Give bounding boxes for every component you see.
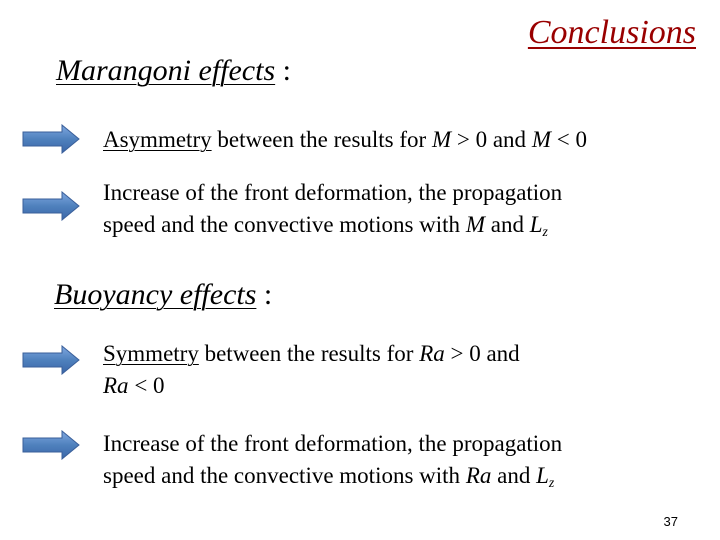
bullet-text: < 0 bbox=[128, 373, 165, 398]
bullet-line bbox=[103, 370, 520, 402]
arrow-icon bbox=[22, 124, 80, 154]
heading-text: Buoyancy effects bbox=[54, 278, 257, 311]
bullet-text: between the results for bbox=[211, 127, 432, 152]
bullet-variable: Ra bbox=[419, 341, 445, 366]
bullet-buoyancy-symmetry bbox=[103, 338, 520, 402]
bullet-text: and bbox=[484, 212, 530, 237]
bullet-text: speed and the convective motions with bbox=[103, 212, 466, 237]
slide-title: Conclusions bbox=[527, 14, 696, 51]
bullet-subscript: z bbox=[542, 224, 548, 240]
bullet-variable: M bbox=[465, 212, 485, 237]
bullet-line bbox=[103, 460, 562, 499]
bullet-marangoni-increase bbox=[103, 177, 562, 248]
bullet-variable: M bbox=[431, 127, 452, 152]
bullet-text: between the results for bbox=[198, 341, 420, 366]
bullet-variable: L bbox=[536, 463, 549, 488]
heading-text: Marangoni effects bbox=[56, 54, 276, 87]
bullet-term: Symmetry bbox=[103, 341, 199, 366]
bullet-subscript: z bbox=[548, 475, 555, 491]
bullet-term: Asymmetry bbox=[103, 127, 212, 152]
bullet-line bbox=[103, 209, 562, 248]
bullet-line: Increase of the front deformation, the propagation bbox=[103, 431, 563, 456]
heading-colon: : bbox=[275, 54, 291, 87]
section-heading-buoyancy bbox=[54, 278, 272, 312]
bullet-variable: Ra bbox=[465, 463, 492, 488]
bullet-line: Increase of the front deformation, the propagation bbox=[103, 180, 563, 205]
arrow-icon bbox=[22, 430, 80, 460]
bullet-text: and bbox=[491, 463, 537, 488]
bullet-line bbox=[103, 338, 520, 370]
bullet-text: > 0 and bbox=[451, 127, 532, 152]
section-heading-marangoni bbox=[56, 54, 291, 88]
bullet-text: speed and the convective motions with bbox=[103, 463, 466, 488]
bullet-buoyancy-increase bbox=[103, 428, 562, 499]
bullet-variable: M bbox=[531, 127, 551, 152]
arrow-icon bbox=[22, 191, 80, 221]
page-number: 37 bbox=[663, 514, 678, 529]
bullet-text: > 0 and bbox=[444, 341, 520, 366]
bullet-marangoni-asymmetry bbox=[103, 124, 587, 156]
heading-colon: : bbox=[256, 278, 273, 311]
arrow-icon bbox=[22, 345, 80, 375]
bullet-variable: Ra bbox=[103, 373, 129, 398]
bullet-text: < 0 bbox=[550, 127, 587, 152]
bullet-variable: L bbox=[529, 212, 543, 237]
